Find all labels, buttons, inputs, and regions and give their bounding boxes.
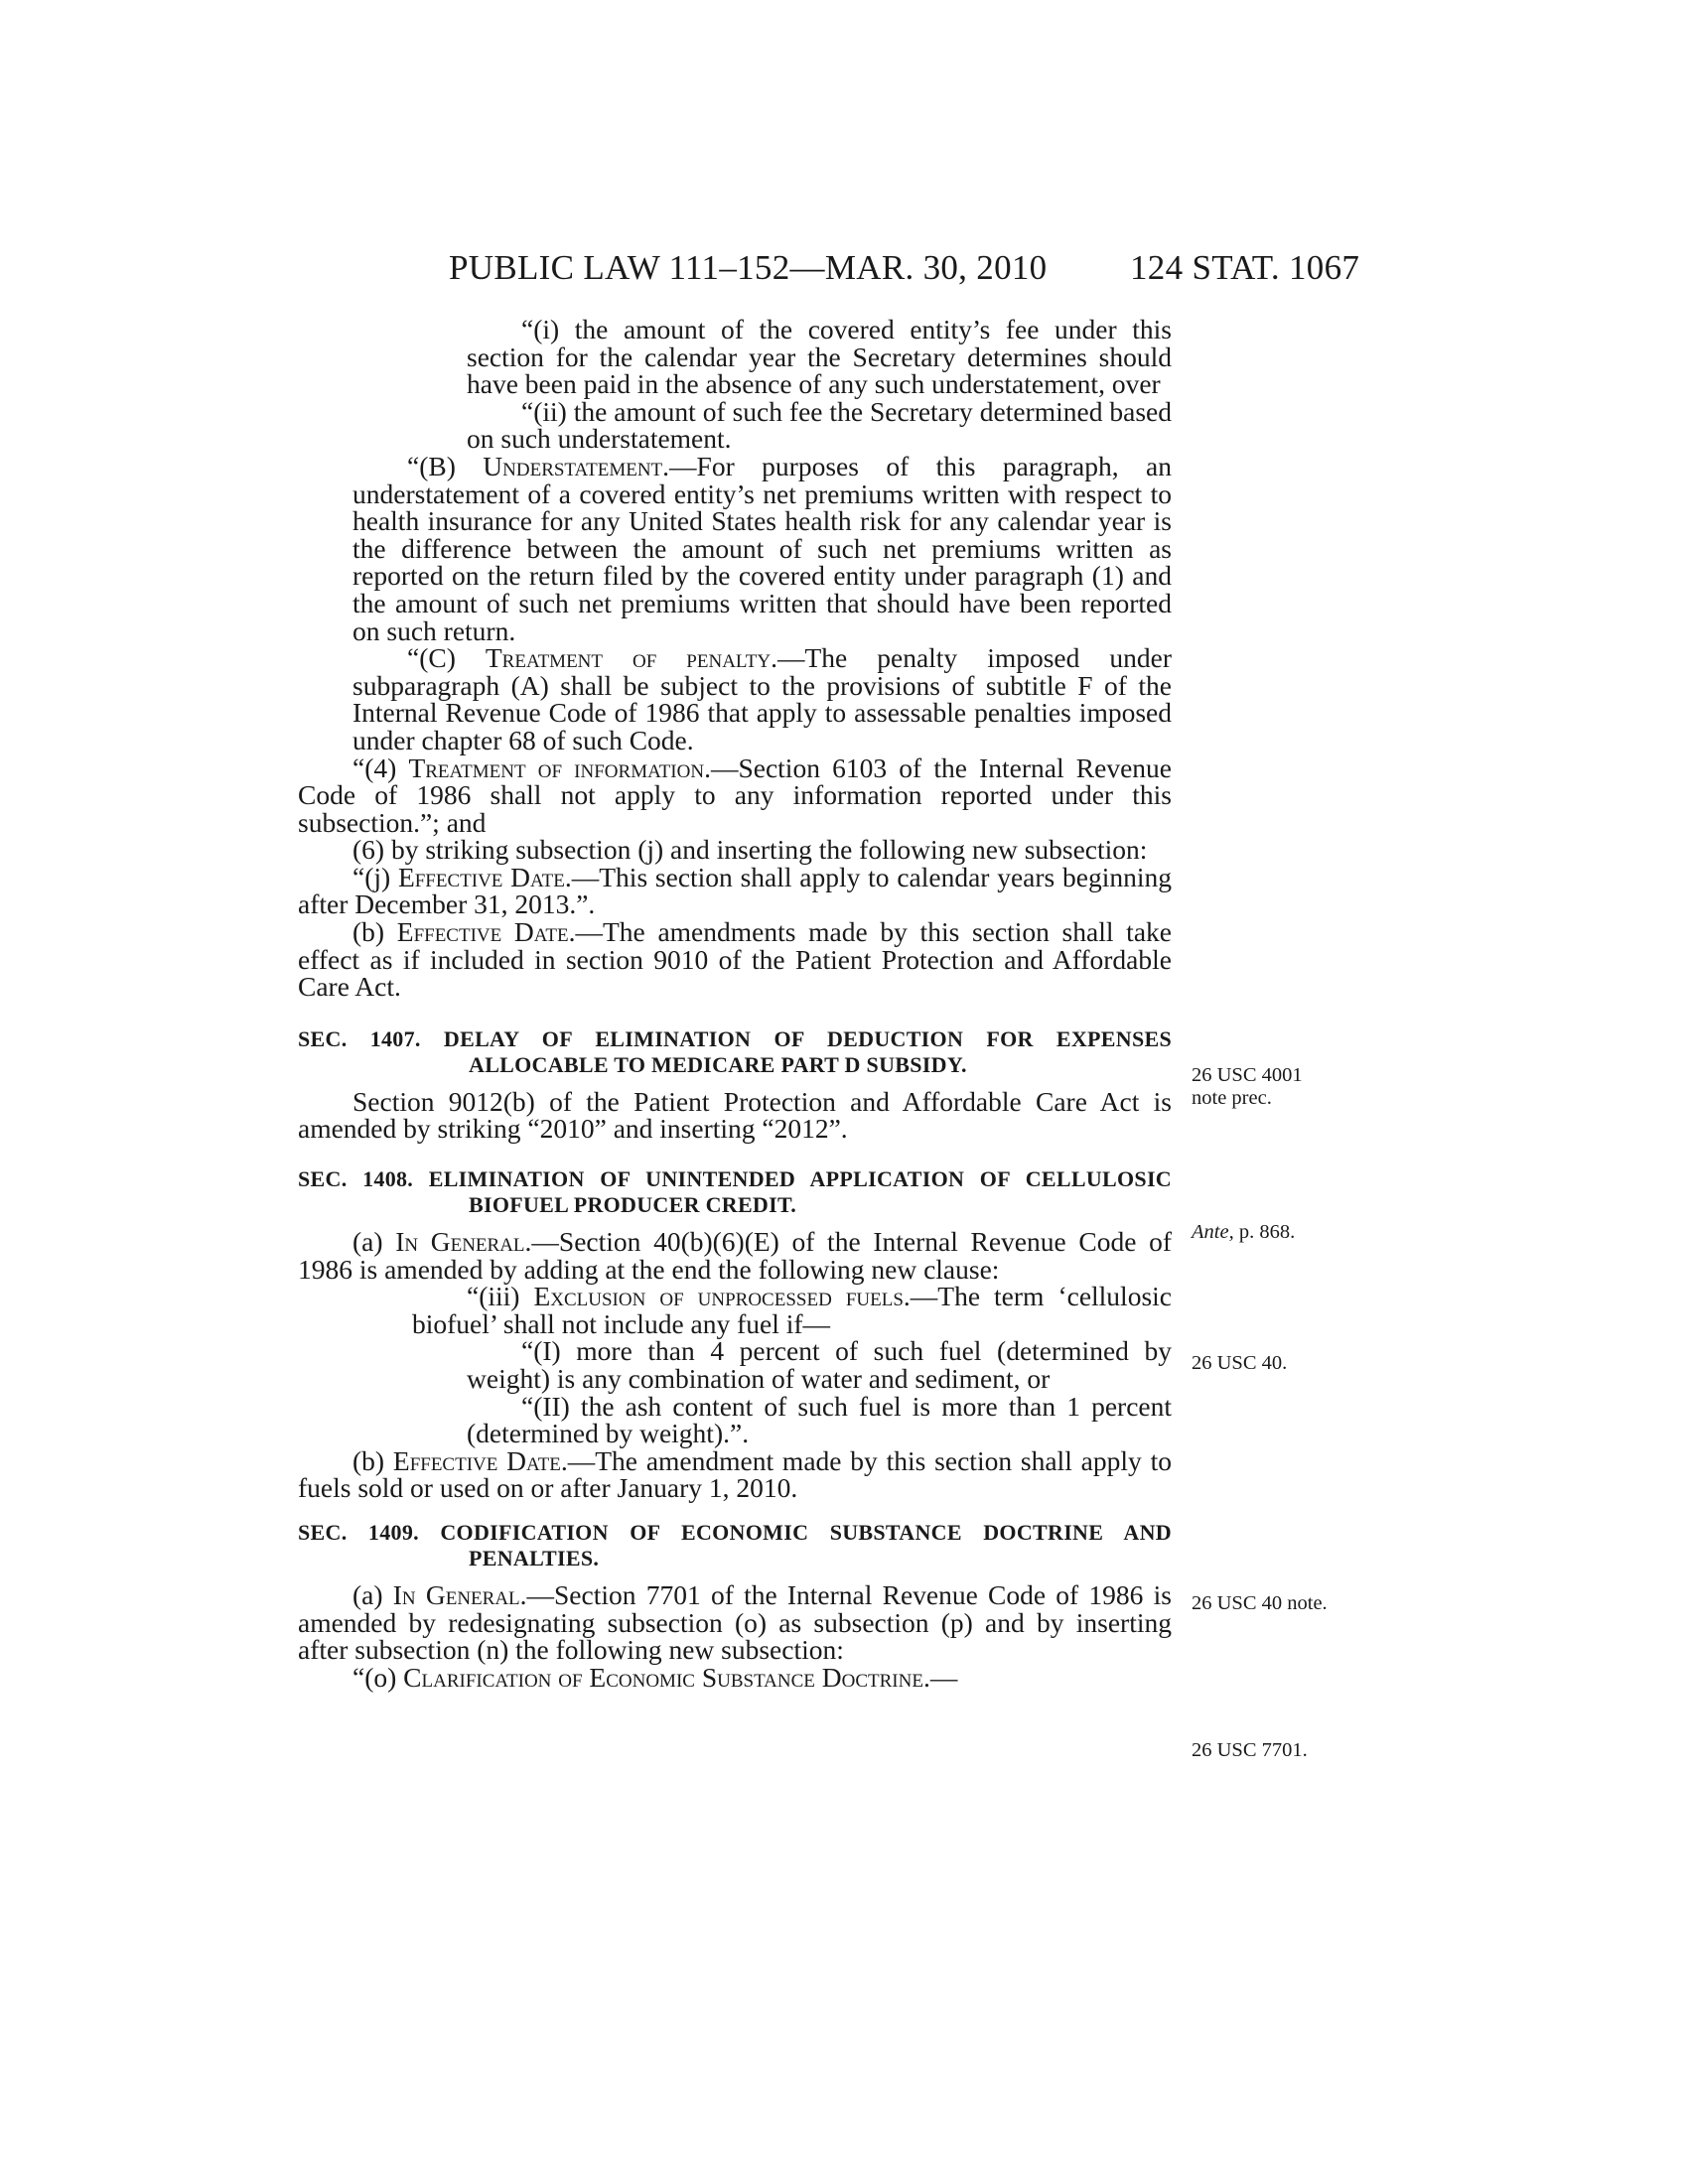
- clause-ii: “(ii) the amount of such fee the Secretary determined based on such understatement.: [467, 395, 1172, 455]
- heading-effective-date: Effective Date: [397, 861, 565, 892]
- margin-note-26-usc-4001: 26 USC 4001 note prec.: [1192, 1064, 1303, 1109]
- clause-iii-exclusion: “(iii) Exclusion of unprocessed fuels.—The term ‘cellulosic biofuel’ shall not include any fuel if—: [412, 1281, 1172, 1339]
- section-1409-heading: SEC. 1409. CODIFICATION OF ECONOMIC SUBSTANCE DOCTRINE AND PENALTIES.: [298, 1519, 1172, 1570]
- margin-note-26-usc-7701: 26 USC 7701.: [1192, 1739, 1308, 1761]
- margin-note-26-usc-40-note: 26 USC 40 note.: [1192, 1592, 1328, 1614]
- section-1408-subsection-b: (b) Effective Date.—The amendment made by this section shall apply to fuels sold or used on or after January 1, 2010.: [298, 1444, 1172, 1504]
- margin-note-26-usc-40: 26 USC 40.: [1192, 1352, 1288, 1374]
- paragraph-6-striking: (6) by striking subsection (j) and inserting the following new subsection:: [352, 834, 1148, 866]
- subclause-I: “(I) more than 4 percent of such fuel (determined by weight) is any combination of water and sediment, or: [467, 1335, 1172, 1394]
- section-1407-heading: SEC. 1407. DELAY OF ELIMINATION OF DEDUCTION FOR EXPENSES ALLOCABLE TO MEDICARE PART D SUBSIDY.: [298, 1025, 1172, 1077]
- section-1408-heading: SEC. 1408. ELIMINATION OF UNINTENDED APPLICATION OF CELLULOSIC BIOFUEL PRODUCER CREDIT.: [298, 1166, 1172, 1218]
- section-1409-subsection-a: (a) In General.—Section 7701 of the Internal Revenue Code of 1986 is amended by redesignating subsection (o) as subsection (p) and by inserting after subsection (n) the following new subsection:: [298, 1578, 1172, 1666]
- main-text-column: [298, 316, 1172, 1691]
- subsection-b-effective-date: (b) Effective Date.—The amendments made by this section shall take effect as if included in section 9010 of the Patient Protection and Affordable Care Act.: [298, 916, 1172, 1003]
- subparagraph-c-penalty: “(C) Treatment of penalty.—The penalty imposed under subparagraph (A) shall be subject to the provisions of subtitle F of the Internal Revenue Code of 1986 that apply to assessable penalties imposed under chapter 68 of such Code.: [352, 642, 1172, 755]
- heading-clarification-economic-substance: Clarification of Economic Substance Doctrine: [403, 1661, 923, 1693]
- heading-treatment-of-information: Treatment of information: [408, 751, 705, 783]
- heading-treatment-of-penalty: Treatment of penalty: [485, 642, 772, 674]
- clause-i: “(i) the amount of the covered entity’s fee under this section for the calendar year the Secretary determines should have been paid in the absence of any such understatement, over: [467, 314, 1172, 400]
- heading-in-general: In General: [395, 1226, 525, 1258]
- running-header-title: PUBLIC LAW 111–152—MAR. 30, 2010: [449, 248, 1048, 287]
- section-1408-subsection-a: (a) In General.—Section 40(b)(6)(E) of the Internal Revenue Code of 1986 is amended by adding at the end the following new clause:: [298, 1226, 1172, 1285]
- subsection-o-clarification: “(o) Clarification of Economic Substance Doctrine.—: [352, 1661, 958, 1693]
- paragraph-4-information: “(4) Treatment of information.—Section 6103 of the Internal Revenue Code of 1986 shall not apply to any information reported under this subsection.”; and: [298, 751, 1172, 838]
- subsection-j-effective-date: “(j) Effective Date.—This section shall apply to calendar years beginning after December 31, 2013.”.: [298, 861, 1172, 920]
- heading-understatement: Understatement: [483, 450, 663, 481]
- heading-effective-date-b: Effective Date: [396, 916, 569, 948]
- heading-effective-date-1408: Effective Date: [392, 1444, 561, 1476]
- heading-in-general-1409: In General: [392, 1578, 520, 1610]
- heading-exclusion-of-unprocessed-fuels: Exclusion of unprocessed fuels: [533, 1281, 904, 1312]
- section-1407-text: Section 9012(b) of the Patient Protection and Affordable Care Act is amended by striking “2010” and inserting “2012”.: [298, 1085, 1172, 1145]
- subclause-II: “(II) the ash content of such fuel is more than 1 percent (determined by weight).”.: [467, 1390, 1172, 1449]
- subparagraph-b-understatement: “(B) Understatement.—For purposes of this paragraph, an understatement of a covered entity’s net premiums written with respect to health insurance for any United States health risk for any calendar year is the difference between the amount of such net premiums written as reported on the return filed by the covered entity under paragraph (1) and the amount of such net premiums written that should have been reported on such return.: [352, 450, 1172, 646]
- margin-note-ante-868: Ante, p. 868.: [1192, 1221, 1296, 1243]
- running-header-page-number: 124 STAT. 1067: [1130, 248, 1360, 287]
